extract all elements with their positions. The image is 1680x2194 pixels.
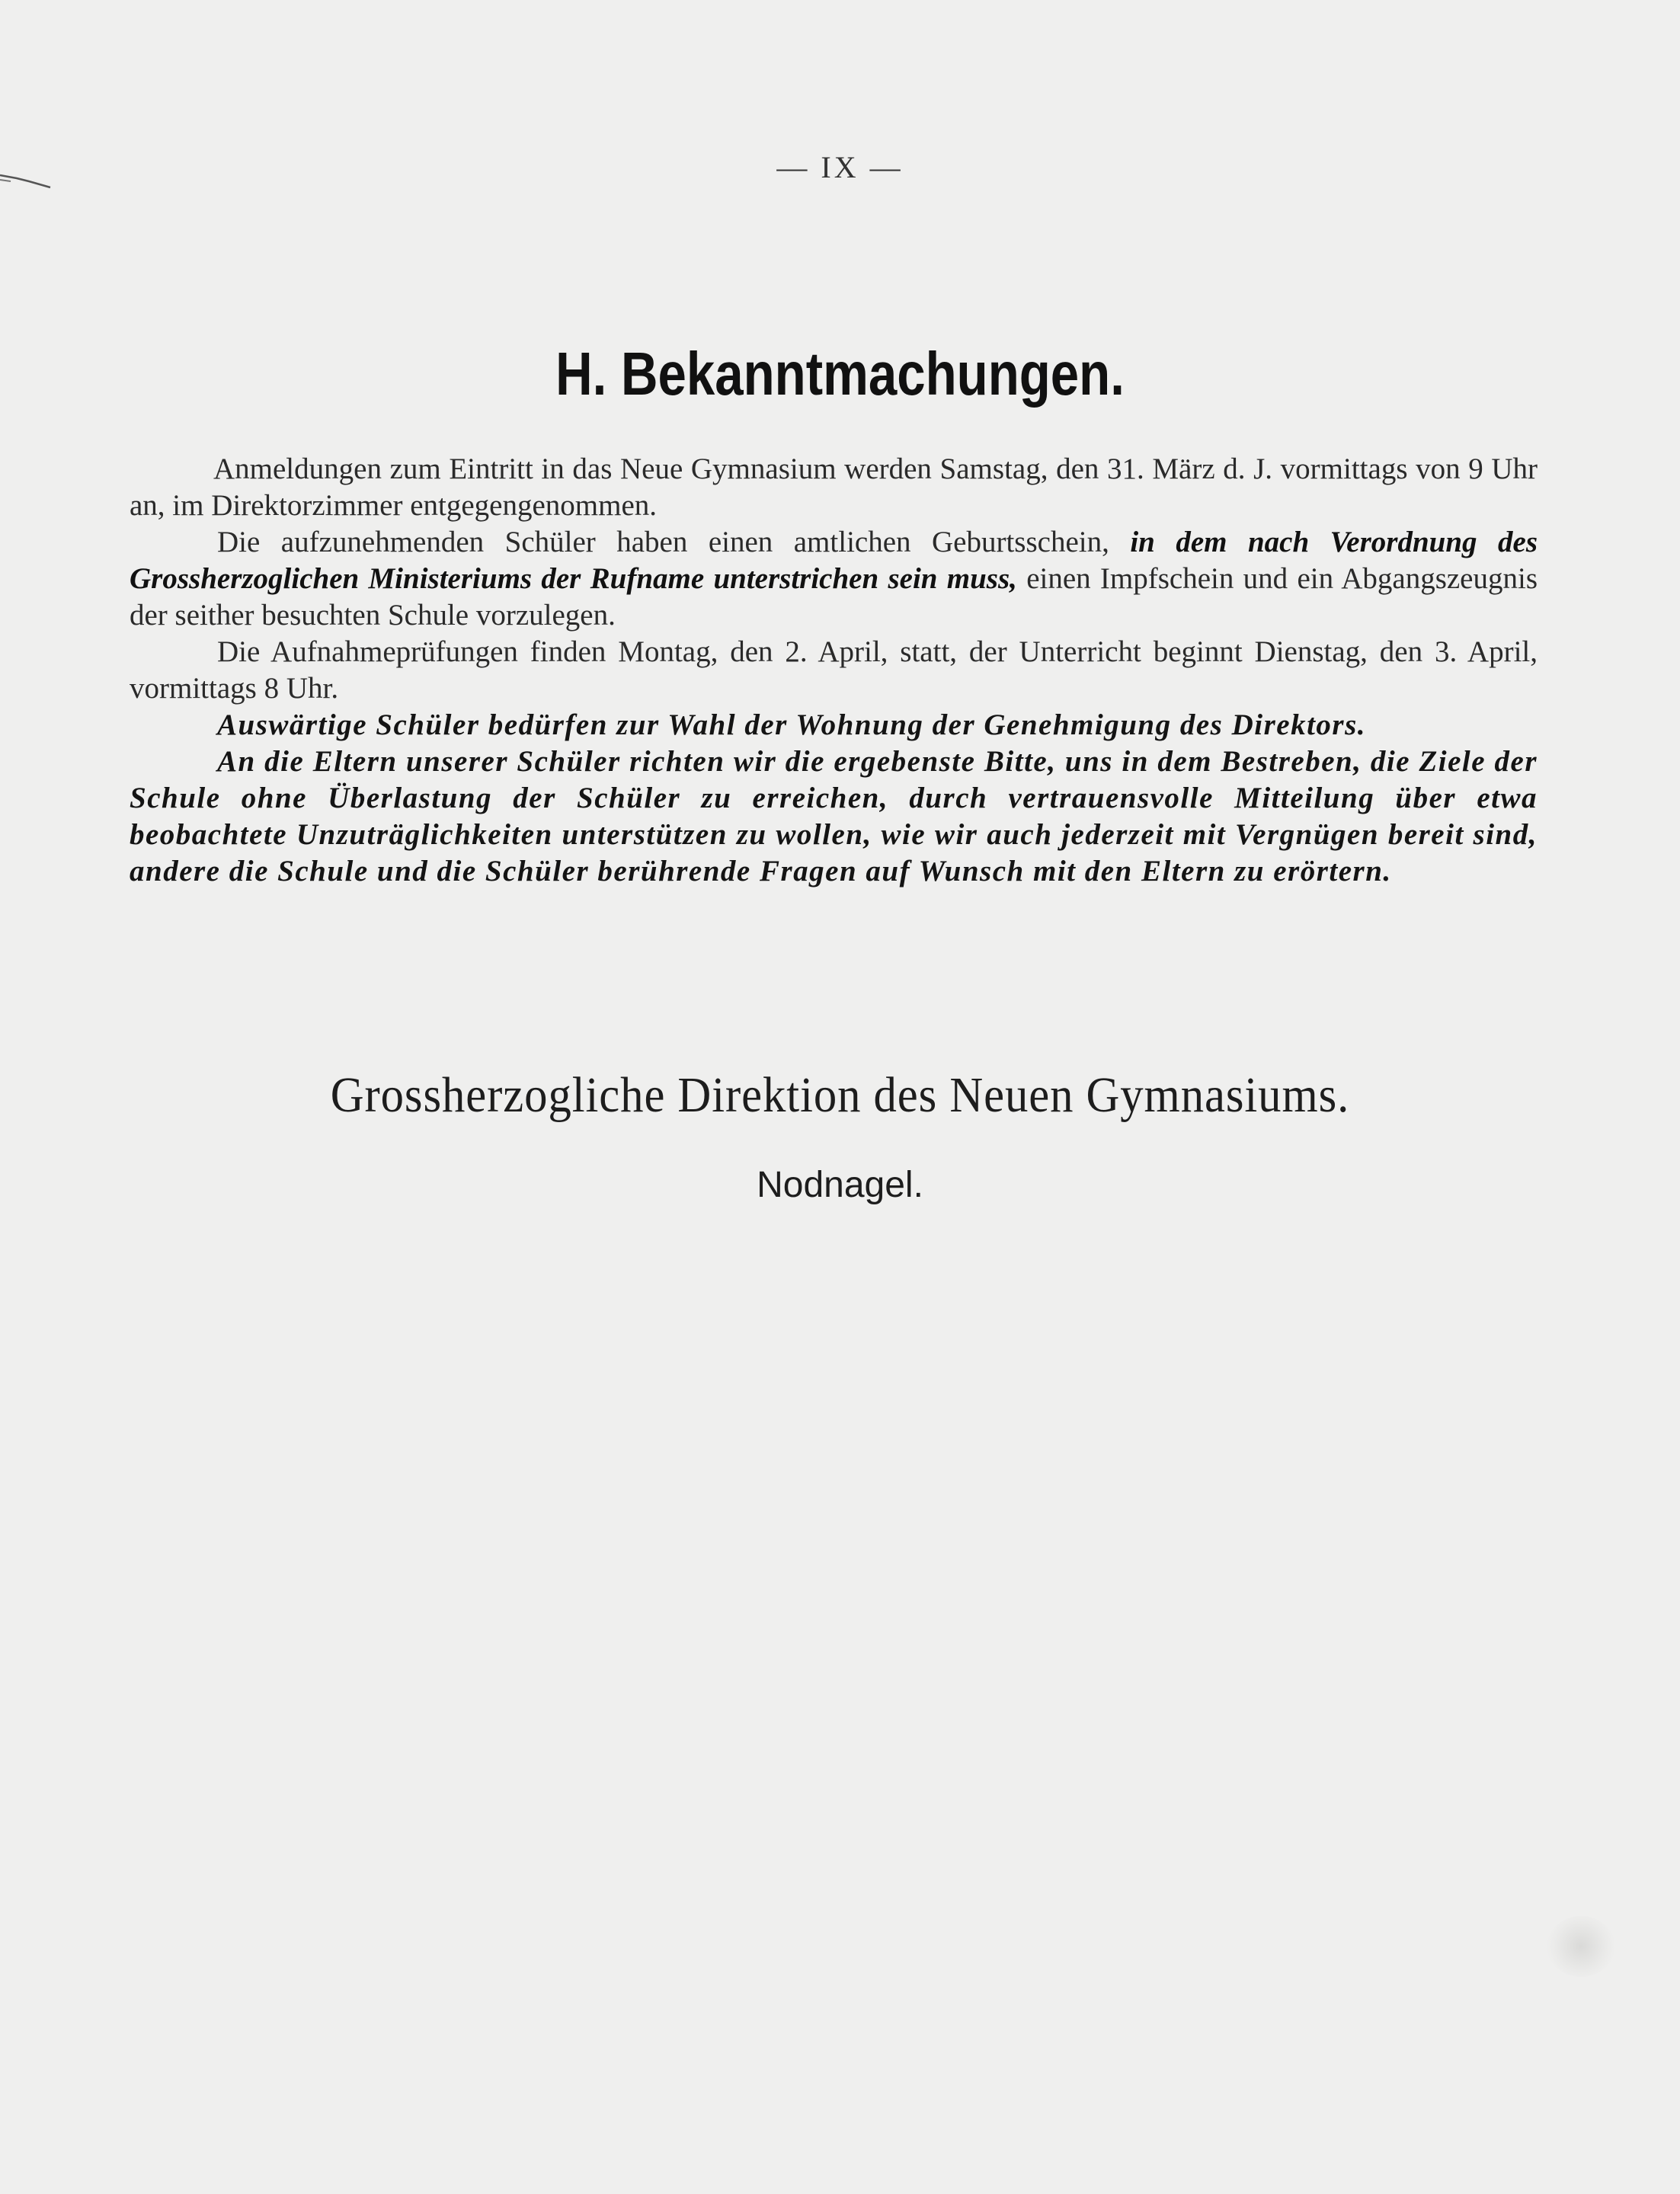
paragraph-external-students: Auswärtige Schüler bedürfen zur Wahl der Wohnung der Genehmigung des Direktors. [217,708,1367,741]
paper-stain [1547,1916,1615,1977]
paragraph-documents-emphasis: in dem nach Verordnung des Grossherzoglichen Ministeriums der Rufname unterstrichen sein muss, [130,526,1538,595]
paragraph-parents-request: An die Eltern unserer Schüler richten wir die ergebenste Bitte, uns in dem Bestreben, die Ziele der Schule ohne Überlastung der Schüler zu erreichen, durch vertrauensvolle Mitteilung über etwa beobachtete Unzuträglichkeiten unterstützen zu wollen, wie wir auch jederzeit mit Vergnügen bereit sind, andere die Schule und die Schüler berührende Fragen auf Wunsch mit den Eltern zu erörtern. [130,745,1538,888]
paragraph-documents-start: Die aufzunehmenden Schüler haben einen amtlichen Geburtsschein, [217,526,1109,558]
section-heading: H. Bekanntmachungen. [555,340,1125,408]
page-number: — IX — [776,150,904,184]
paragraph-documents [130,524,1538,634]
announcement-body [130,451,1538,890]
paragraph-registration: Anmeldungen zum Eintritt in das Neue Gymnasium werden Samstag, den 31. März d. J. vormittags von 9 Uhr an, im Direktorzimmer entgegengenommen. [130,453,1538,522]
paragraph-exams: Die Aufnahmeprüfungen finden Montag, den 2. April, statt, der Unterricht beginnt Dienstag, den 3. April, vormittags 8 Uhr. [130,635,1538,705]
paragraph-documents-end: einen Impfschein und ein Abgangszeugnis der seither besuchten Schule vorzulegen. [130,562,1538,632]
signature-organization: Grossherzogliche Direktion des Neuen Gymnasiums. [330,1067,1350,1123]
signature-name: Nodnagel. [757,1165,923,1205]
